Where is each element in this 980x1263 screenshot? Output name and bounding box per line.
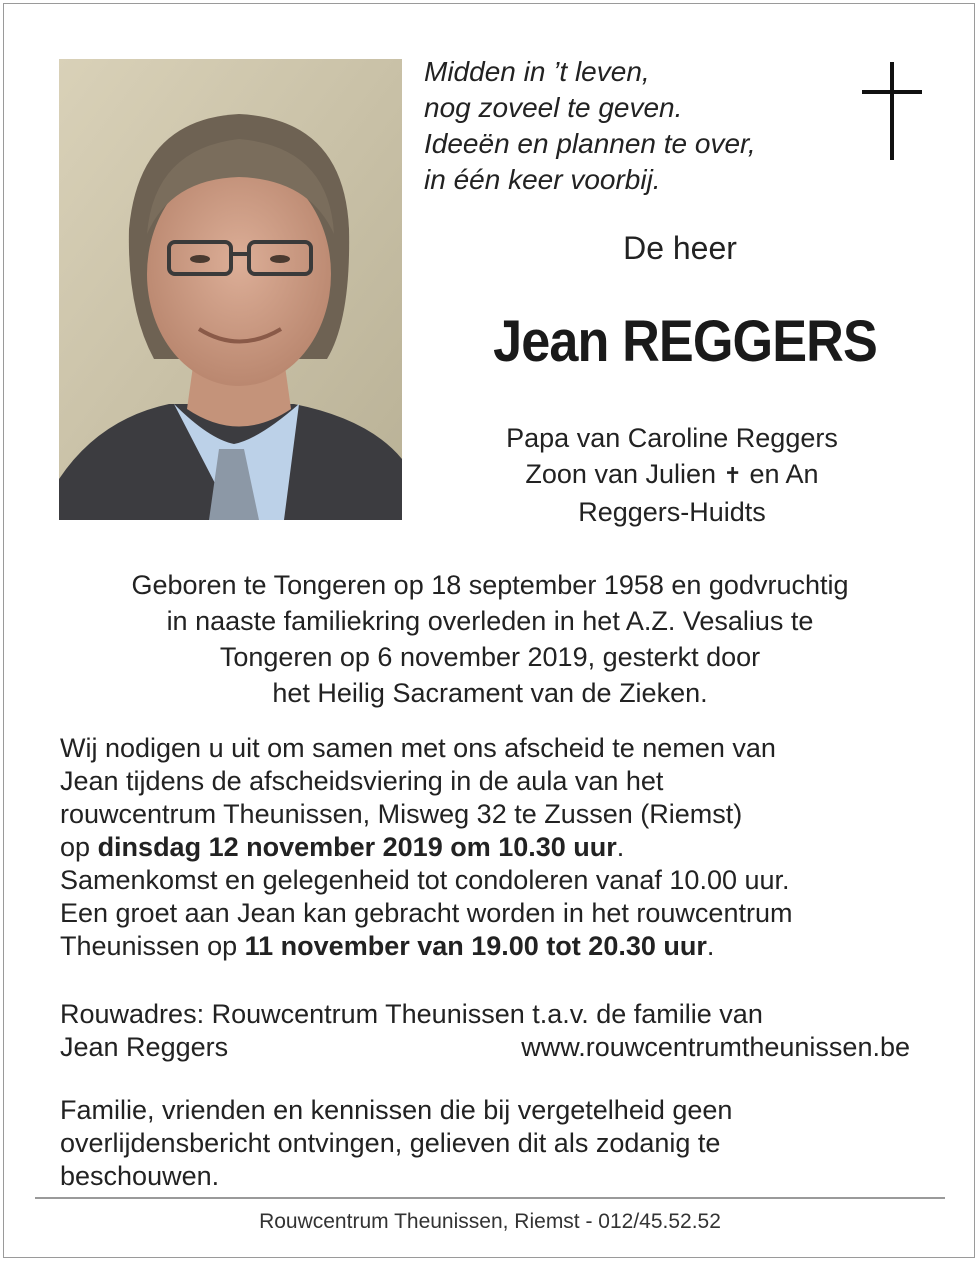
text-line: het Heilig Sacrament van de Zieken. [272, 678, 708, 708]
relation-line: Reggers-Huidts [578, 497, 766, 527]
relation-text: en An [749, 459, 819, 489]
cross-icon [862, 62, 924, 160]
text-line: beschouwen. [60, 1161, 220, 1191]
deceased-name: Jean REGGERS [493, 309, 877, 374]
relation-line [440, 456, 904, 494]
website-link[interactable]: www.rouwcentrumtheunissen.be [521, 1032, 910, 1062]
relation-text: Zoon van Julien [525, 459, 717, 489]
footer-divider [35, 1197, 945, 1199]
poem [424, 54, 854, 198]
poem-line: nog zoveel te geven. [424, 92, 683, 123]
visitation-datetime: 11 november van 19.00 tot 20.30 uur [244, 931, 707, 961]
footer-contact: Rouwcentrum Theunissen, Riemst - 012/45.52.52 [259, 1210, 721, 1233]
text-line [60, 831, 940, 864]
family-relations [440, 420, 904, 530]
portrait-illustration [59, 59, 402, 520]
text-span: . [616, 832, 625, 862]
birth-death-paragraph [40, 567, 940, 711]
poem-line: Midden in ’t leven, [424, 56, 650, 87]
mourning-address [60, 998, 940, 1064]
text-line: Geboren te Tongeren op 18 september 1958 en godvruchtig [131, 570, 849, 600]
text-line: Jean tijdens de afscheidsviering in de aula van het [60, 766, 664, 796]
invitation-paragraph [60, 732, 940, 963]
poem-line: Ideeën en plannen te over, [424, 128, 756, 159]
text-line: Een groet aan Jean kan gebracht worden in het rouwcentrum [60, 898, 793, 928]
text-line: in naaste familiekring overleden in het A.Z. Vesalius te [166, 606, 814, 636]
text-line: overlijdensbericht ontvingen, gelieven dit als zodanig te [60, 1128, 721, 1158]
ceremony-datetime: dinsdag 12 november 2019 om 10.30 uur [97, 832, 617, 862]
small-cross-icon: ✝ [723, 463, 742, 488]
text-line: Familie, vrienden en kennissen die bij vergetelheid geen [60, 1095, 733, 1125]
relation-line: Papa van Caroline Reggers [506, 423, 838, 453]
text-span: Theunissen op [60, 931, 238, 961]
portrait-photo [59, 59, 402, 520]
poem-line: in één keer voorbij. [424, 164, 661, 195]
text-line [60, 930, 940, 963]
text-line: rouwcentrum Theunissen, Misweg 32 te Zussen (Riemst) [60, 799, 743, 829]
text-line: Tongeren op 6 november 2019, gesterkt door [219, 642, 761, 672]
text-line [60, 1031, 910, 1064]
closing-paragraph [60, 1094, 940, 1193]
text-line: Samenkomst en gelegenheid tot condoleren vanaf 10.00 uur. [60, 865, 790, 895]
text-span: op [60, 832, 91, 862]
text-span: Jean Reggers [60, 1032, 229, 1062]
text-line: Wij nodigen u uit om samen met ons afscheid te nemen van [60, 733, 776, 763]
text-span: . [706, 931, 715, 961]
text-line: Rouwadres: Rouwcentrum Theunissen t.a.v. de familie van [60, 999, 763, 1029]
honorific: De heer [623, 230, 737, 266]
